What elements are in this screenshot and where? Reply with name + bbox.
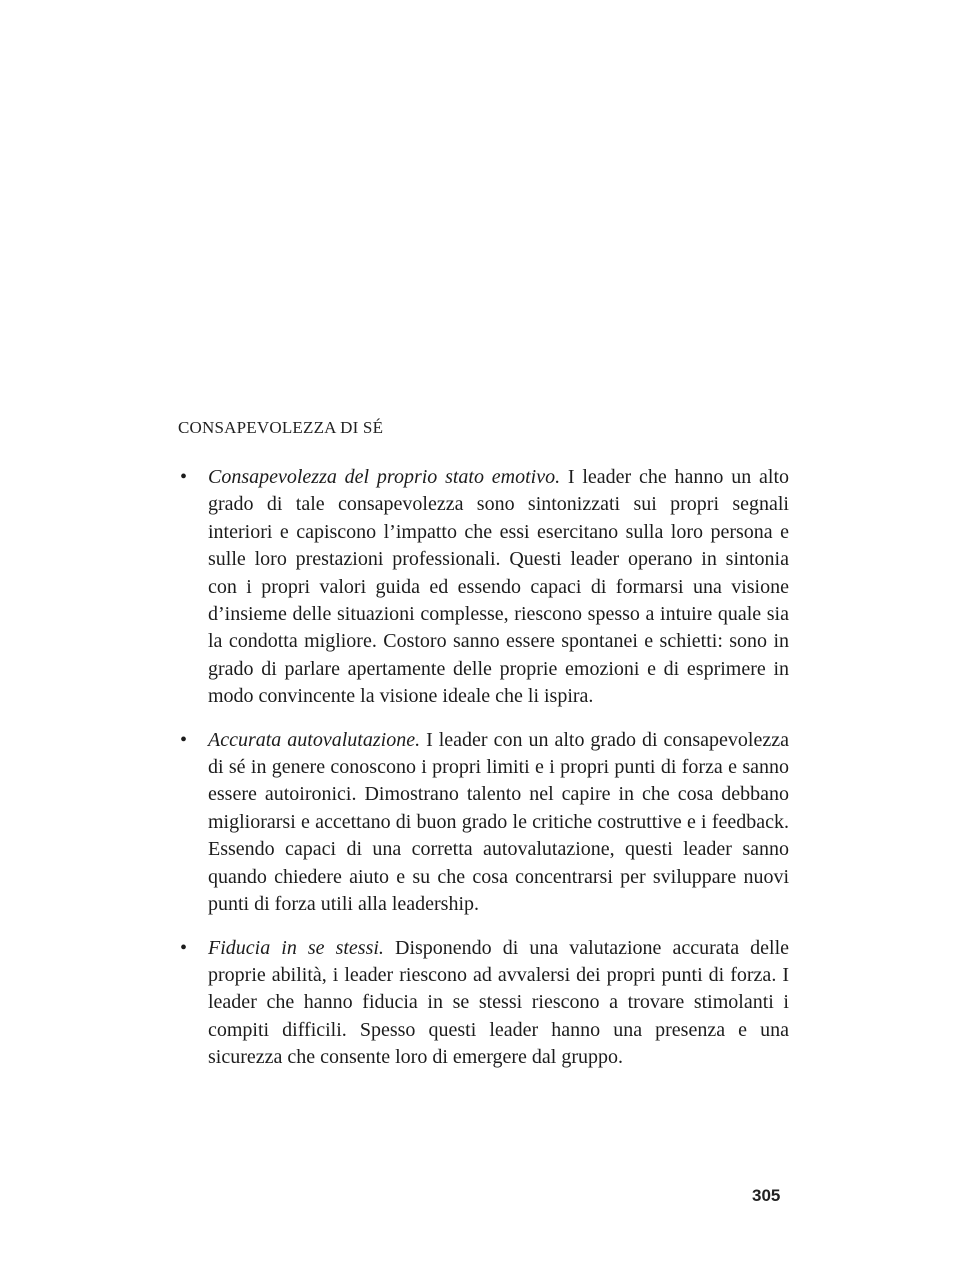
bullet-item-self-confidence bbox=[180, 935, 789, 1072]
bullet-icon: • bbox=[180, 466, 188, 488]
bullet-text: I leader che hanno un alto grado di tale consapevolezza sono sintonizzati sui propri segnali interiori e capiscono l’impatto che essi esercitano sulla loro persona e sulle loro prestazioni professionali. Questi leader operano in sintonia con i propri valori guida ed essendo capaci di formarsi una visione d’insieme delle situazioni complesse, riescono spesso a intuire quale sia la condotta migliore. Costoro sanno essere spontanei e schietti: sono in grado di parlare apertamente delle proprie emozioni e di esprimere in modo convincente la visione ideale che li ispira. bbox=[208, 466, 789, 708]
bullet-item-emotional-awareness bbox=[180, 464, 789, 711]
page-number: 305 bbox=[752, 1186, 781, 1205]
section-heading: CONSAPEVOLEZZA DI SÉ bbox=[178, 418, 384, 437]
bullet-item-self-assessment bbox=[180, 727, 789, 919]
bullet-term: Fiducia in se stessi. bbox=[208, 936, 384, 959]
bullet-term: Accurata autovalutazione. bbox=[208, 728, 421, 751]
bullet-icon: • bbox=[180, 936, 188, 959]
bullet-icon: • bbox=[180, 728, 188, 751]
bullet-text: Disponendo di una valutazione accurata delle proprie abilità, i leader riescono ad avvalersi dei propri punti di forza. I leader che hanno fiducia in se stessi riescono a trovare stimolanti i compiti difficili. Spesso questi leader hanno una presenza e una sicurezza che consente loro di emergere dal gruppo. bbox=[208, 936, 790, 1069]
bullet-term: Consapevolezza del proprio stato emotivo. bbox=[208, 466, 561, 488]
bullet-text: I leader con un alto grado di consapevolezza di sé in genere conoscono i propri limiti e i propri punti di forza e sanno essere autoironici. Dimostrano talento nel capire in che cosa debbano migliorarsi e accettano di buon grado le critiche costruttive e i feedback. Essendo capaci di una corretta autovalutazione, questi leader sanno quando chiedere aiuto e su che cosa concentrarsi per sviluppare nuovi punti di forza utili alla leadership. bbox=[208, 728, 790, 916]
bullet-list bbox=[180, 464, 789, 1088]
